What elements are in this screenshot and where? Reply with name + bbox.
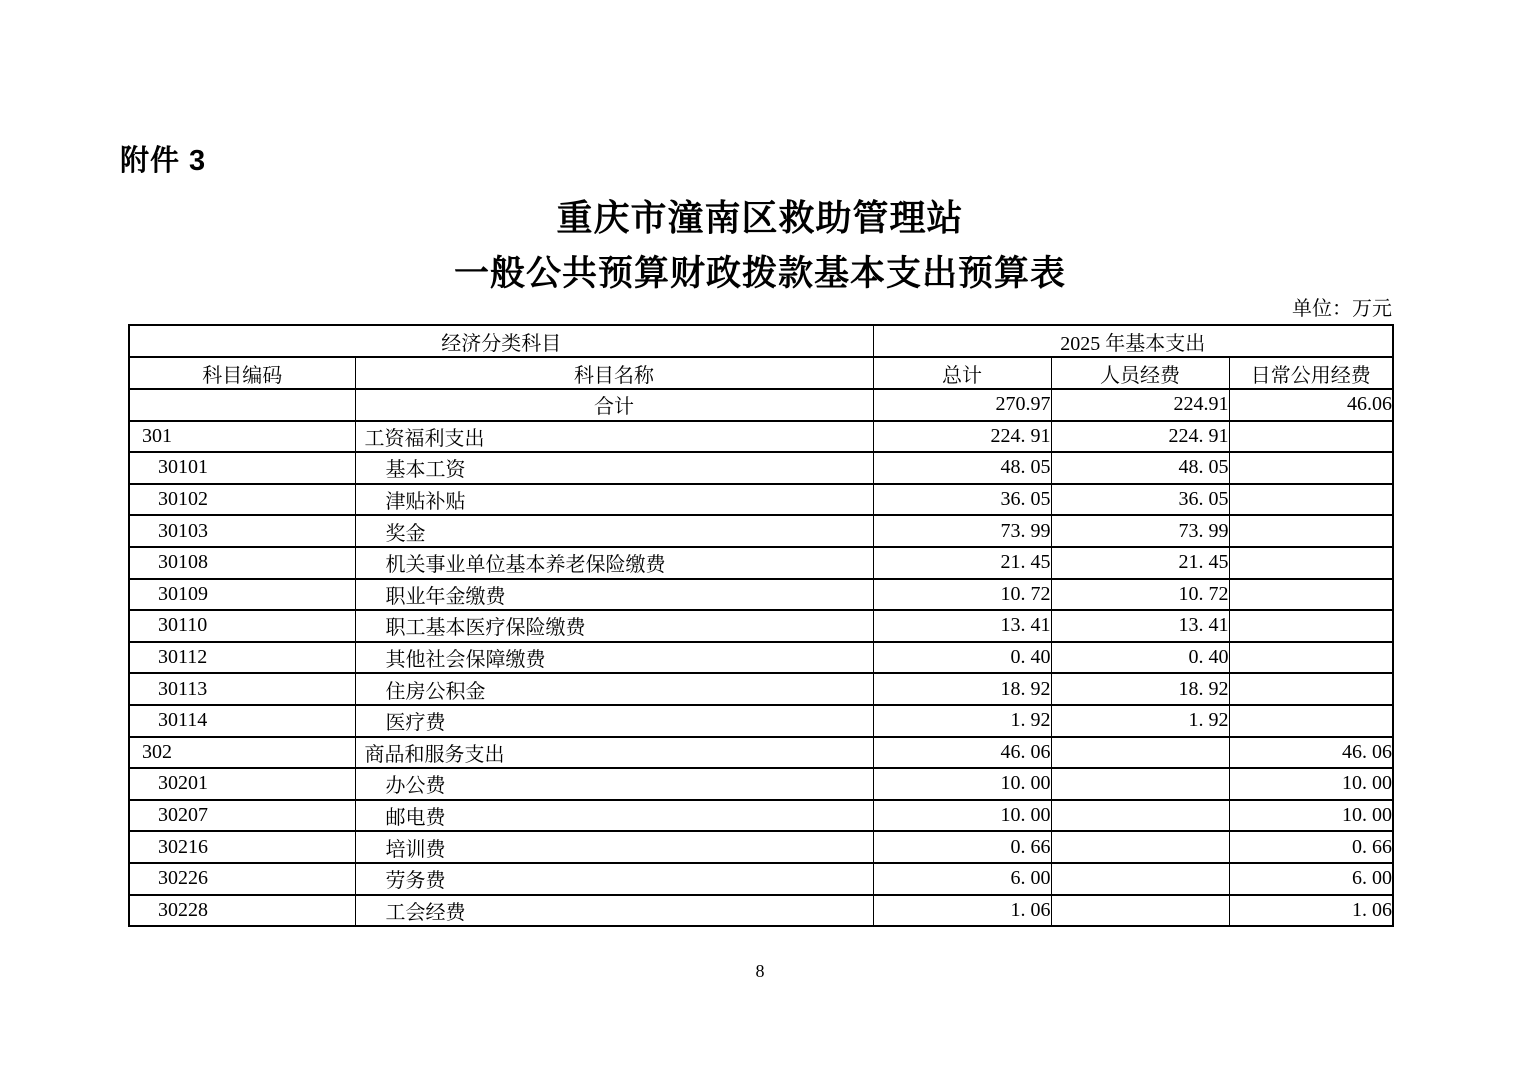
table-header: [129, 325, 1393, 389]
cell-personnel: [1051, 831, 1229, 863]
cell-daily: 46.06: [1229, 389, 1393, 421]
cell-code: 30109: [129, 579, 355, 611]
cell-name: 住房公积金: [355, 673, 873, 705]
document-title: 重庆市潼南区救助管理站: [556, 197, 964, 238]
cell-personnel: [1051, 737, 1229, 769]
cell-daily: [1229, 421, 1393, 453]
cell-daily: [1229, 515, 1393, 547]
cell-name: 津贴补贴: [355, 484, 873, 516]
cell-code: 30112: [129, 642, 355, 674]
cell-daily: 10. 00: [1229, 768, 1393, 800]
cell-daily: 46. 06: [1229, 737, 1393, 769]
cell-code: 30207: [129, 800, 355, 832]
header-total: 总计: [873, 357, 1051, 389]
cell-total: 73. 99: [873, 515, 1051, 547]
cell-total: 36. 05: [873, 484, 1051, 516]
cell-name: 培训费: [355, 831, 873, 863]
cell-code: 30103: [129, 515, 355, 547]
header-economic-classification: 经济分类科目: [129, 325, 873, 357]
cell-daily: 6. 00: [1229, 863, 1393, 895]
header-daily-public-funds: 日常公用经费: [1229, 357, 1393, 389]
table-row: [129, 673, 1393, 705]
cell-daily: [1229, 673, 1393, 705]
page-number: 8: [755, 961, 765, 981]
cell-personnel: 10. 72: [1051, 579, 1229, 611]
table-row: [129, 515, 1393, 547]
cell-name: 职业年金缴费: [355, 579, 873, 611]
cell-personnel: 48. 05: [1051, 452, 1229, 484]
budget-table: [128, 324, 1394, 927]
cell-code: 30108: [129, 547, 355, 579]
table-row: [129, 831, 1393, 863]
cell-code: 301: [129, 421, 355, 453]
cell-personnel: 224. 91: [1051, 421, 1229, 453]
cell-personnel: 36. 05: [1051, 484, 1229, 516]
cell-personnel: 21. 45: [1051, 547, 1229, 579]
table-row: [129, 547, 1393, 579]
cell-code: 30113: [129, 673, 355, 705]
cell-name: 办公费: [355, 768, 873, 800]
cell-personnel: 1. 92: [1051, 705, 1229, 737]
cell-code: 30101: [129, 452, 355, 484]
cell-daily: [1229, 452, 1393, 484]
cell-code: 30110: [129, 610, 355, 642]
cell-total: 46. 06: [873, 737, 1051, 769]
cell-name: 商品和服务支出: [355, 737, 873, 769]
cell-code: 30201: [129, 768, 355, 800]
document-subtitle: 一般公共预算财政拨款基本支出预算表: [453, 254, 1066, 293]
cell-personnel: 224.91: [1051, 389, 1229, 421]
cell-name: 奖金: [355, 515, 873, 547]
table-row: [129, 863, 1393, 895]
header-subject-code: 科目编码: [129, 357, 355, 389]
cell-total: 0. 66: [873, 831, 1051, 863]
table-row: [129, 895, 1393, 927]
cell-daily: 1. 06: [1229, 895, 1393, 927]
cell-daily: 10. 00: [1229, 800, 1393, 832]
cell-total: 13. 41: [873, 610, 1051, 642]
cell-name: 邮电费: [355, 800, 873, 832]
table-row: [129, 800, 1393, 832]
cell-code: 30228: [129, 895, 355, 927]
table-row: [129, 484, 1393, 516]
cell-code: 30226: [129, 863, 355, 895]
header-group-row: [129, 325, 1393, 357]
cell-total: 1. 06: [873, 895, 1051, 927]
cell-total: 10. 72: [873, 579, 1051, 611]
table-body: [129, 389, 1393, 926]
cell-daily: [1229, 547, 1393, 579]
cell-daily: [1229, 705, 1393, 737]
cell-name: 合计: [355, 389, 873, 421]
cell-total: 10. 00: [873, 800, 1051, 832]
cell-total: 10. 00: [873, 768, 1051, 800]
table-row: [129, 579, 1393, 611]
cell-code: 302: [129, 737, 355, 769]
attachment-label: 附件 3: [120, 145, 207, 177]
cell-daily: [1229, 642, 1393, 674]
cell-personnel: 13. 41: [1051, 610, 1229, 642]
cell-code: [129, 389, 355, 421]
header-column-row: [129, 357, 1393, 389]
cell-total: 224. 91: [873, 421, 1051, 453]
table-row: [129, 610, 1393, 642]
cell-personnel: [1051, 863, 1229, 895]
cell-personnel: [1051, 800, 1229, 832]
cell-name: 工会经费: [355, 895, 873, 927]
cell-total: 270.97: [873, 389, 1051, 421]
table-row: [129, 642, 1393, 674]
cell-name: 其他社会保障缴费: [355, 642, 873, 674]
cell-code: 30114: [129, 705, 355, 737]
cell-personnel: [1051, 895, 1229, 927]
cell-name: 基本工资: [355, 452, 873, 484]
cell-daily: 0. 66: [1229, 831, 1393, 863]
cell-total: 18. 92: [873, 673, 1051, 705]
unit-note: 单位：万元: [1292, 298, 1392, 320]
cell-total: 48. 05: [873, 452, 1051, 484]
cell-personnel: 73. 99: [1051, 515, 1229, 547]
header-personnel-funds: 人员经费: [1051, 357, 1229, 389]
table-row: [129, 768, 1393, 800]
cell-personnel: 0. 40: [1051, 642, 1229, 674]
cell-name: 医疗费: [355, 705, 873, 737]
cell-code: 30216: [129, 831, 355, 863]
table-row: [129, 705, 1393, 737]
cell-name: 职工基本医疗保险缴费: [355, 610, 873, 642]
cell-total: 6. 00: [873, 863, 1051, 895]
cell-total: 0. 40: [873, 642, 1051, 674]
cell-personnel: 18. 92: [1051, 673, 1229, 705]
header-subject-name: 科目名称: [355, 357, 873, 389]
cell-daily: [1229, 484, 1393, 516]
cell-name: 劳务费: [355, 863, 873, 895]
cell-daily: [1229, 610, 1393, 642]
cell-personnel: [1051, 768, 1229, 800]
table-row: [129, 421, 1393, 453]
cell-total: 21. 45: [873, 547, 1051, 579]
cell-name: 机关事业单位基本养老保险缴费: [355, 547, 873, 579]
table-row: [129, 737, 1393, 769]
cell-name: 工资福利支出: [355, 421, 873, 453]
header-2025-basic-expenditure: 2025 年基本支出: [873, 325, 1393, 357]
table-row: [129, 389, 1393, 421]
cell-daily: [1229, 579, 1393, 611]
table-row: [129, 452, 1393, 484]
cell-total: 1. 92: [873, 705, 1051, 737]
cell-code: 30102: [129, 484, 355, 516]
